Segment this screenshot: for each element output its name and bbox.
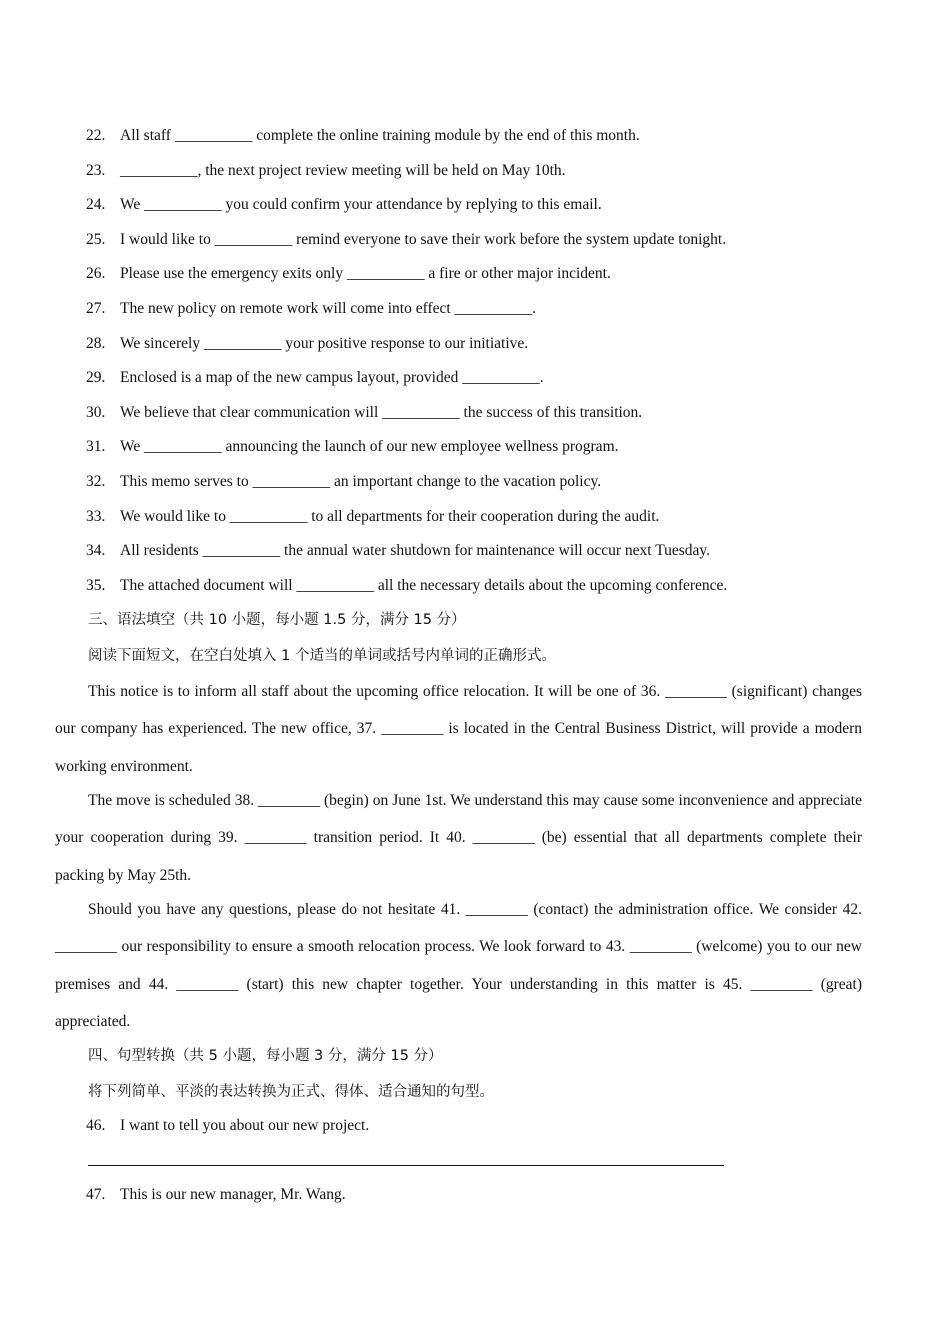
passage-paragraph-2: The move is scheduled 38. ________ (begin) on June 1st. We understand this may cause some inconvenience and appreciate your cooperation during 39. ________ transition period. It 40. ________ (be) essential that all departments complete their packing by May 25th. xyxy=(55,792,862,884)
question-number: 46. xyxy=(86,1117,106,1134)
question-item xyxy=(86,124,886,159)
section-4-instruction: 将下列简单、平淡的表达转换为正式、得体、适合通知的句型。 xyxy=(88,1084,494,1100)
question-number: 22. xyxy=(86,127,106,144)
question-number: 25. xyxy=(86,230,106,248)
question-number: 35. xyxy=(86,576,106,594)
section-3-heading: 三、语法填空（共 10 小题，每小题 1.5 分，满分 15 分） xyxy=(88,612,466,628)
question-text: We sincerely __________ your positive response to our initiative. xyxy=(120,334,529,352)
question-item xyxy=(86,435,886,470)
question-item xyxy=(86,159,886,194)
question-item xyxy=(86,297,886,332)
question-item xyxy=(86,228,886,263)
question-item xyxy=(86,539,886,574)
question-number: 34. xyxy=(86,542,106,560)
question-number: 31. xyxy=(86,438,106,456)
question-item xyxy=(86,574,886,609)
question-item xyxy=(86,1183,346,1207)
question-number: 33. xyxy=(86,507,106,525)
question-list xyxy=(86,124,886,608)
section-4-heading: 四、句型转换（共 5 小题，每小题 3 分，满分 15 分） xyxy=(88,1048,443,1064)
question-number: 29. xyxy=(86,369,106,387)
question-number: 24. xyxy=(86,196,106,214)
passage-paragraph-3: Should you have any questions, please do not hesitate 41. ________ (contact) the administration office. We consider 42. ________ our responsibility to ensure a smooth relocation process. We look forward to 43. ________ (welcome) you to our new premises and 44. ________ (start) this new chapter together. Your understanding in this matter is 45. ________ (great) appreciated. xyxy=(55,901,862,1030)
question-text: Enclosed is a map of the new campus layout, provided __________. xyxy=(120,369,544,387)
question-item xyxy=(86,193,886,228)
question-text: The attached document will __________ all the necessary details about the upcoming conference. xyxy=(120,576,728,594)
question-text: We would like to __________ to all departments for their cooperation during the audit. xyxy=(120,507,660,525)
question-text: The new policy on remote work will come into effect __________. xyxy=(120,299,536,317)
question-number: 30. xyxy=(86,403,106,421)
question-text: __________, the next project review meeting will be held on May 10th. xyxy=(120,161,566,179)
question-number: 32. xyxy=(86,472,106,490)
question-number: 27. xyxy=(86,299,106,317)
question-text: This is our new manager, Mr. Wang. xyxy=(120,1186,346,1203)
question-text: This memo serves to __________ an important change to the vacation policy. xyxy=(120,472,602,490)
question-item xyxy=(86,332,886,367)
section-3-instruction: 阅读下面短文，在空白处填入 1 个适当的单词或括号内单词的正确形式。 xyxy=(88,648,556,664)
question-text: We believe that clear communication will __________ the success of this transition. xyxy=(120,403,643,421)
question-item xyxy=(86,505,886,540)
question-text: All residents __________ the annual water shutdown for maintenance will occur next Tuesday. xyxy=(120,542,711,560)
passage-paragraph-1: This notice is to inform all staff about the upcoming office relocation. It will be one of 36. ________ (significant) changes our company has experienced. The new office, 37. ________ is located in the Central Business District, will provide a modern working environment. xyxy=(55,683,862,775)
question-text: All staff __________ complete the online training module by the end of this month. xyxy=(120,127,640,144)
answer-line[interactable] xyxy=(88,1165,724,1166)
question-text: I want to tell you about our new project. xyxy=(120,1117,370,1134)
question-number: 23. xyxy=(86,161,106,179)
question-number: 28. xyxy=(86,334,106,352)
question-item xyxy=(86,401,886,436)
question-text: We __________ announcing the launch of our new employee wellness program. xyxy=(120,438,619,456)
question-item xyxy=(86,470,886,505)
question-item xyxy=(86,366,886,401)
question-item xyxy=(86,262,886,297)
question-item xyxy=(86,1114,369,1138)
question-number: 47. xyxy=(86,1186,106,1203)
question-text: Please use the emergency exits only __________ a fire or other major incident. xyxy=(120,265,611,283)
question-text: We __________ you could confirm your attendance by replying to this email. xyxy=(120,196,602,214)
question-text: I would like to __________ remind everyone to save their work before the system update tonight. xyxy=(120,230,727,248)
question-number: 26. xyxy=(86,265,106,283)
